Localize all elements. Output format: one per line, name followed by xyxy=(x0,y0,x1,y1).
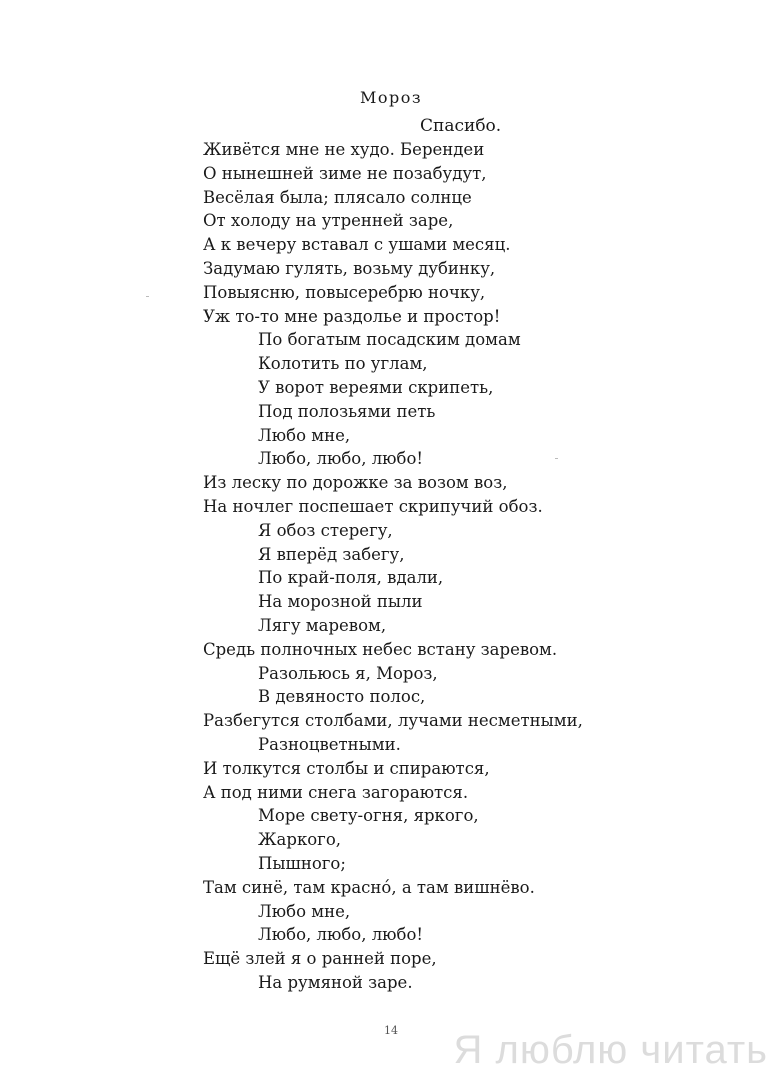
poem-line-indented: Любо, любо, любо! xyxy=(258,925,424,945)
poem-line-indented: Разольюсь я, Мороз, xyxy=(258,663,438,683)
poem-line: Уж то-то мне раздолье и простор! xyxy=(203,306,501,326)
speaker-name: Мороз xyxy=(359,88,423,107)
poem-text xyxy=(0,138,782,995)
poem-line-indented: У ворот вереями скрипеть, xyxy=(258,377,494,397)
watermark: Я люблю читать xyxy=(453,1028,768,1072)
paper-speck xyxy=(146,296,149,297)
poem-line: А под ними снега загораются. xyxy=(203,782,469,802)
poem-line-indented: Любо мне, xyxy=(258,901,351,921)
poem-line-indented: На морозной пыли xyxy=(258,592,423,612)
poem-line: Там синё, там краснó, а там вишнёво. xyxy=(203,877,535,897)
poem-line-indented: Любо, любо, любо! xyxy=(258,449,424,469)
poem-line: И толкутся столбы и спираются, xyxy=(203,758,490,778)
poem-line-indented: По богатым посадским домам xyxy=(258,330,521,350)
poem-line-indented: Любо мне, xyxy=(258,425,351,445)
poem-line: О нынешней зиме не позабудут, xyxy=(203,163,487,183)
page-number: 14 xyxy=(384,1024,398,1037)
poem-line: Средь полночных небес встану заревом. xyxy=(203,639,558,659)
poem-line-indented: Жаркого, xyxy=(258,830,342,850)
poem-line: Разбегутся столбами, лучами несметными, xyxy=(203,711,583,731)
poem-line-indented: Пышного; xyxy=(258,853,346,873)
poem-line-indented: Разноцветными. xyxy=(258,734,401,754)
poem-line-indented: Лягу маревом, xyxy=(258,615,387,635)
poem-line: От холоду на утренней заре, xyxy=(203,211,454,231)
poem-line: Живётся мне не худо. Берендеи xyxy=(203,140,485,159)
poem-line-indented: Колотить по углам, xyxy=(258,354,428,374)
paper-speck xyxy=(555,458,558,459)
poem-line-indented: По край-поля, вдали, xyxy=(258,568,444,588)
poem-line: А к вечеру вставал с ушами месяц. xyxy=(203,235,511,255)
poem-line-indented: Я вперёд забегу, xyxy=(258,544,405,564)
poem-line: Ещё злей я о ранней поре, xyxy=(203,949,437,969)
poem-line-indented: Море свету-огня, яркого, xyxy=(258,806,479,826)
poem-line-indented: На румяной заре. xyxy=(258,972,413,992)
poem-line: Весёлая была; плясало солнце xyxy=(203,187,472,207)
poem-line: Повыясню, повысеребрю ночку, xyxy=(203,282,486,302)
poem-line-indented: Я обоз стерегу, xyxy=(258,520,393,540)
poem-line-indented: Под полозьями петь xyxy=(258,401,436,421)
reply-line: Спасибо. xyxy=(420,116,502,136)
poem-line: Из леску по дорожке за возом воз, xyxy=(203,473,508,493)
poem-line: На ночлег поспешает скрипучий обоз. xyxy=(203,496,543,516)
poem-line-indented: В девяносто полос, xyxy=(258,687,426,707)
poem-line: Задумаю гулять, возьму дубинку, xyxy=(203,258,496,278)
